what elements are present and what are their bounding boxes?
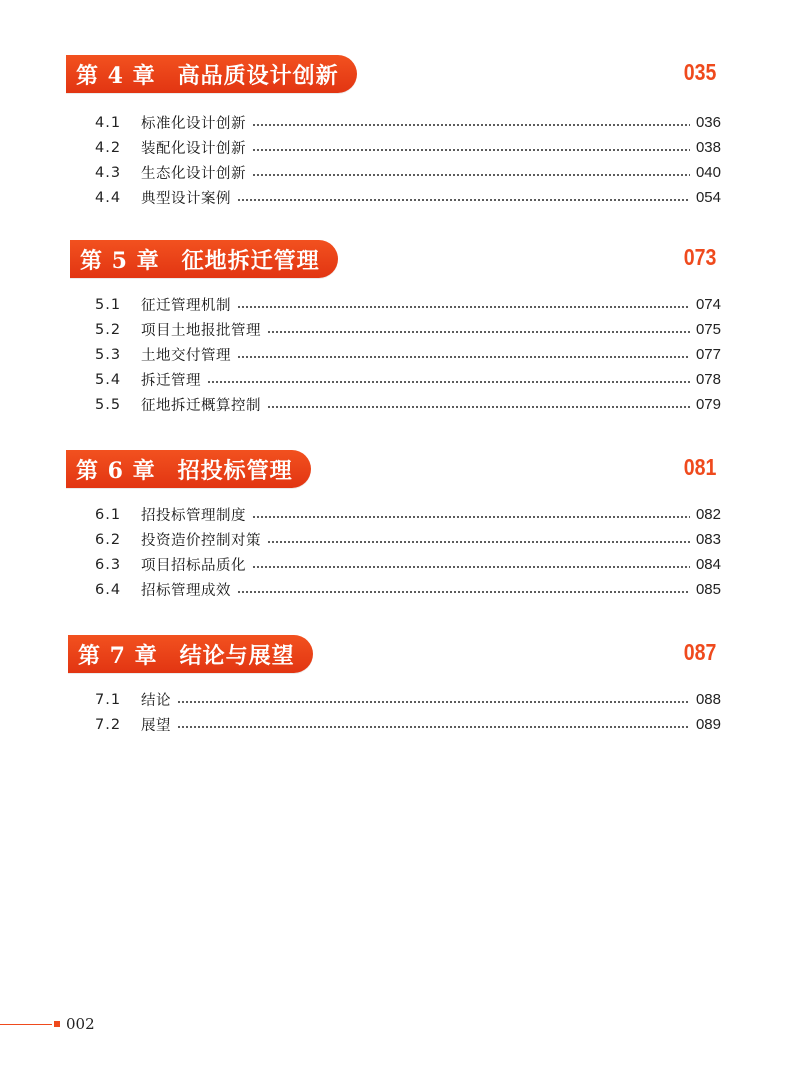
toc-entry[interactable] xyxy=(95,292,721,317)
dot-leader xyxy=(252,173,690,177)
section-title: 土地交付管理 xyxy=(141,348,231,364)
chapter-title: 高品质设计创新 xyxy=(177,62,339,89)
chapter-6 xyxy=(0,450,790,602)
section-number: 5.5 xyxy=(95,396,122,413)
section-page: 054 xyxy=(695,189,721,206)
section-title: 投资造价控制对策 xyxy=(141,533,261,549)
section-page: 074 xyxy=(695,296,721,313)
section-number: 4.3 xyxy=(95,164,122,181)
page-footer xyxy=(0,1014,120,1036)
section-number: 5.3 xyxy=(95,346,122,363)
toc-entry[interactable] xyxy=(95,577,721,602)
chapter-page-number: 035 xyxy=(683,59,716,85)
dot-leader xyxy=(252,565,690,569)
section-page: 082 xyxy=(695,506,721,523)
footer-page-number: 002 xyxy=(66,1015,95,1033)
dot-leader xyxy=(237,590,690,594)
toc-entry[interactable] xyxy=(95,317,721,342)
chapter-title: 结论与展望 xyxy=(179,642,295,669)
section-title: 拆迁管理 xyxy=(141,373,201,389)
section-number: 4.1 xyxy=(95,114,122,131)
toc-entry[interactable] xyxy=(95,110,721,135)
chapter-page-number: 081 xyxy=(683,454,716,480)
section-page: 038 xyxy=(695,139,721,156)
section-number: 6.2 xyxy=(95,531,122,548)
dot-leader xyxy=(267,330,690,334)
section-title: 征地拆迁概算控制 xyxy=(141,398,261,414)
dot-leader xyxy=(252,515,690,519)
chapter-page-number: 087 xyxy=(683,639,716,665)
dot-leader xyxy=(267,540,690,544)
toc-entry[interactable] xyxy=(95,160,721,185)
dot-leader xyxy=(252,123,690,127)
section-page: 040 xyxy=(695,164,721,181)
toc-entry[interactable] xyxy=(95,552,721,577)
chapter-page-number: 073 xyxy=(683,244,716,270)
chapter-title-banner[interactable] xyxy=(68,635,313,673)
section-title: 典型设计案例 xyxy=(141,191,231,207)
section-page: 083 xyxy=(695,531,721,548)
chapter-label: 第 7 章 xyxy=(78,642,158,669)
section-number: 5.1 xyxy=(95,296,122,313)
dot-leader xyxy=(252,148,690,152)
section-page: 079 xyxy=(695,396,721,413)
footer-rule xyxy=(0,1024,52,1025)
section-number: 6.1 xyxy=(95,506,122,523)
section-page: 036 xyxy=(695,114,721,131)
section-title: 标准化设计创新 xyxy=(141,116,246,132)
toc-entry[interactable] xyxy=(95,342,721,367)
chapter-7 xyxy=(0,635,790,737)
footer-square-marker xyxy=(54,1021,60,1027)
chapter-title: 征地拆迁管理 xyxy=(181,247,320,274)
chapter-title-banner[interactable] xyxy=(66,55,357,93)
chapter-label: 第 4 章 xyxy=(76,62,156,89)
section-title: 招标管理成效 xyxy=(141,583,231,599)
chapter-title-banner[interactable] xyxy=(70,240,338,278)
dot-leader xyxy=(237,305,690,309)
chapter-header xyxy=(0,450,790,490)
section-title: 装配化设计创新 xyxy=(141,141,246,157)
section-number: 7.2 xyxy=(95,716,122,733)
toc-entry[interactable] xyxy=(95,502,721,527)
chapter-label: 第 5 章 xyxy=(80,247,160,274)
chapter-label: 第 6 章 xyxy=(76,457,156,484)
chapter-header xyxy=(0,55,790,95)
section-title: 征迁管理机制 xyxy=(141,298,231,314)
dot-leader xyxy=(177,700,690,704)
section-number: 5.4 xyxy=(95,371,122,388)
dot-leader xyxy=(207,380,690,384)
toc-entry[interactable] xyxy=(95,392,721,417)
section-title: 展望 xyxy=(141,718,171,734)
toc-list xyxy=(0,502,790,602)
section-title: 生态化设计创新 xyxy=(141,166,246,182)
section-page: 084 xyxy=(695,556,721,573)
dot-leader xyxy=(267,405,690,409)
dot-leader xyxy=(237,198,690,202)
section-number: 7.1 xyxy=(95,691,122,708)
chapter-4 xyxy=(0,55,790,210)
toc-entry[interactable] xyxy=(95,367,721,392)
section-page: 088 xyxy=(695,691,721,708)
toc-list xyxy=(0,687,790,737)
section-page: 085 xyxy=(695,581,721,598)
section-number: 4.4 xyxy=(95,189,122,206)
chapter-header xyxy=(0,635,790,675)
toc-entry[interactable] xyxy=(95,527,721,552)
section-number: 5.2 xyxy=(95,321,122,338)
section-page: 078 xyxy=(695,371,721,388)
section-page: 089 xyxy=(695,716,721,733)
toc-entry[interactable] xyxy=(95,687,721,712)
chapter-title-banner[interactable] xyxy=(66,450,311,488)
section-title: 项目土地报批管理 xyxy=(141,323,261,339)
section-page: 075 xyxy=(695,321,721,338)
section-number: 6.4 xyxy=(95,581,122,598)
dot-leader xyxy=(177,725,690,729)
section-title: 招投标管理制度 xyxy=(141,508,246,524)
chapter-title: 招投标管理 xyxy=(177,457,293,484)
toc-list xyxy=(0,292,790,417)
chapter-header xyxy=(0,240,790,280)
toc-entry[interactable] xyxy=(95,185,721,210)
section-page: 077 xyxy=(695,346,721,363)
chapter-5 xyxy=(0,240,790,417)
dot-leader xyxy=(237,355,690,359)
toc-entry[interactable] xyxy=(95,712,721,737)
section-number: 4.2 xyxy=(95,139,122,156)
toc-entry[interactable] xyxy=(95,135,721,160)
section-title: 项目招标品质化 xyxy=(141,558,246,574)
section-number: 6.3 xyxy=(95,556,122,573)
toc-list xyxy=(0,110,790,210)
section-title: 结论 xyxy=(141,693,171,709)
